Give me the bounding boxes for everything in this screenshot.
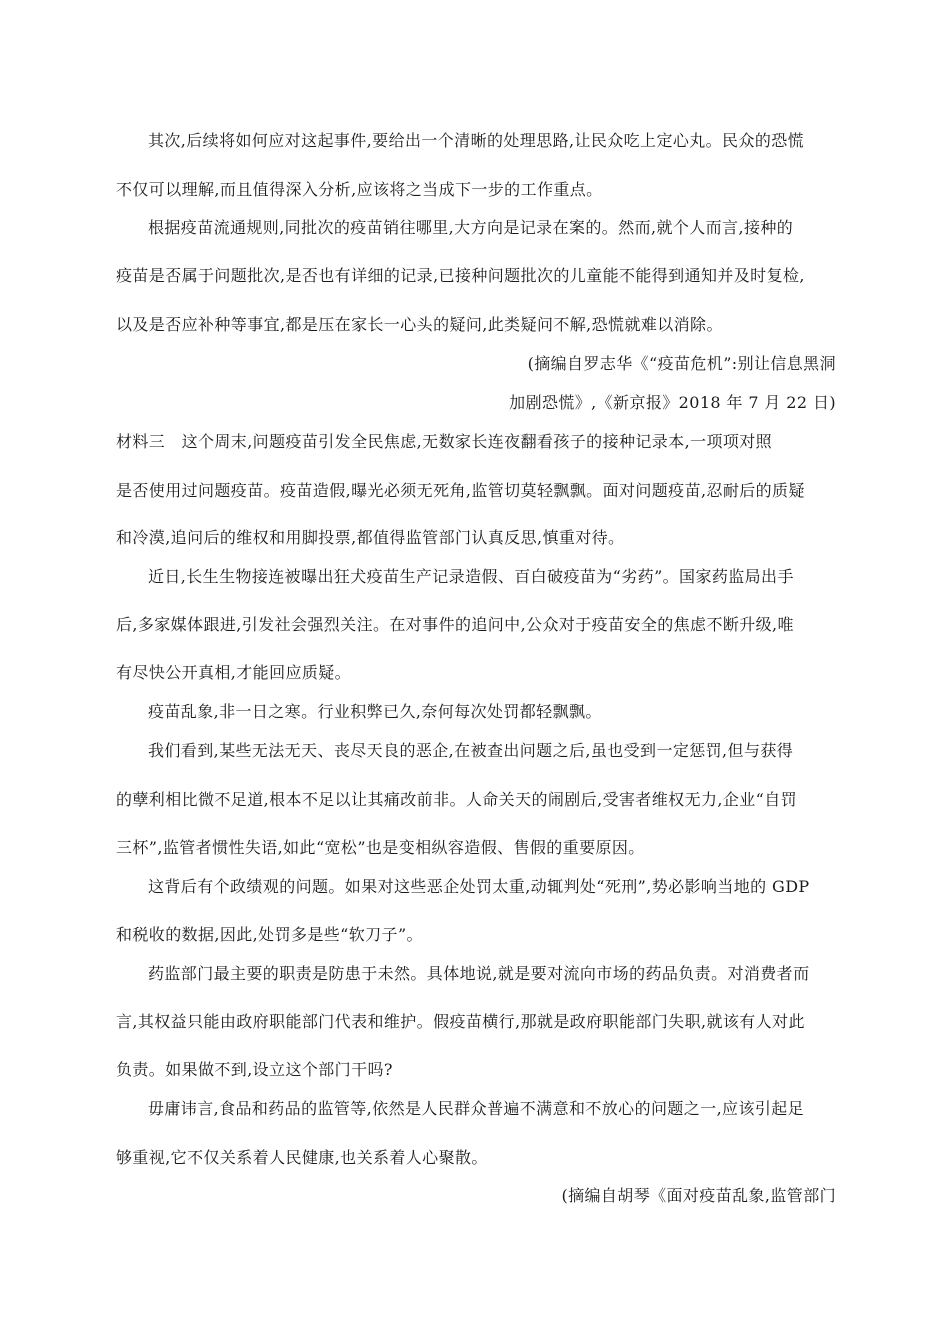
paragraph-line: 以及是否应补种等事宜,都是压在家长一心头的疑问,此类疑问不解,恐慌就难以消除。 <box>116 315 723 334</box>
paragraph-line: 是否使用过问题疫苗。疫苗造假,曝光必须无死角,监管切莫轻飘飘。面对问题疫苗,忍耐后的质疑 <box>116 481 805 500</box>
paragraph-line: 疫苗乱象,非一日之寒。行业积弊已久,奈何每次处罚都轻飘飘。 <box>148 702 602 721</box>
paragraph-line: 这背后有个政绩观的问题。如果对这些恶企处罚太重,动辄判处“死刑”,势必影响当地的 GDP <box>148 877 810 896</box>
paragraph-line: 的孽利相比微不足道,根本不足以让其痛改前非。人命关天的闹剧后,受害者维权无力,企业“自罚 <box>116 790 798 809</box>
paragraph-line: 不仅可以理解,而且值得深入分析,应该将之当成下一步的工作重点。 <box>116 180 603 199</box>
paragraph-line: 和冷漠,追问后的维权和用脚投票,都值得监管部门认真反思,慎重对待。 <box>116 528 625 547</box>
paragraph-line: 后,多家媒体跟进,引发社会强烈关注。在对事件的追问中,公众对于疫苗安全的焦虑不断升级,唯 <box>116 615 794 634</box>
paragraph-line: 毋庸讳言,食品和药品的监管等,依然是人民群众普遍不满意和不放心的问题之一,应该引起足 <box>148 1099 805 1118</box>
paragraph-line: 和税收的数据,因此,处罚多是些“软刀子”。 <box>116 925 423 944</box>
paragraph-line: 其次,后续将如何应对这起事件,要给出一个清晰的处理思路,让民众吃上定心丸。民众的恐慌 <box>148 131 805 150</box>
paragraph-line: 药监部门最主要的职责是防患于未然。具体地说,就是要对流向市场的药品负责。对消费者而 <box>148 964 810 983</box>
citation-line: 加剧恐慌》,《新京报》2018 年 7 月 22 日) <box>509 393 836 412</box>
paragraph-line: 疫苗是否属于问题批次,是否也有详细的记录,已接种问题批次的儿童能不能得到通知并及时复检, <box>116 266 805 285</box>
paragraph-line: 我们看到,某些无法无天、丧尽天良的恶企,在被查出问题之后,虽也受到一定惩罚,但与获得 <box>148 741 794 760</box>
paragraph-line: 三杯”,监管者惯性失语,如此“宽松”也是变相纵容造假、售假的重要原因。 <box>116 838 645 857</box>
paragraph-line: 根据疫苗流通规则,同批次的疫苗销往哪里,大方向是记录在案的。然而,就个人而言,接种的 <box>148 218 794 237</box>
material-three-heading-line: 材料三 这个周末,问题疫苗引发全民焦虑,无数家长连夜翻看孩子的接种记录本,一项项对照 <box>116 432 773 451</box>
paragraph-line: 言,其权益只能由政府职能部门代表和维护。假疫苗横行,那就是政府职能部门失职,就该有人对此 <box>116 1012 805 1031</box>
citation-line: (摘编自罗志华《“疫苗危机”:别让信息黑洞 <box>527 354 836 373</box>
paragraph-line: 有尽快公开真相,才能回应质疑。 <box>116 663 352 682</box>
paragraph-line: 够重视,它不仅关系着人民健康,也关系着人心聚散。 <box>116 1148 488 1167</box>
paragraph-line: 负责。如果做不到,设立这个部门干吗? <box>116 1060 393 1079</box>
citation-line: (摘编自胡琴《面对疫苗乱象,监管部门 <box>561 1186 836 1205</box>
paragraph-line: 近日,长生生物接连被曝出狂犬疫苗生产记录造假、百白破疫苗为“劣药”。国家药监局出手 <box>148 567 794 586</box>
